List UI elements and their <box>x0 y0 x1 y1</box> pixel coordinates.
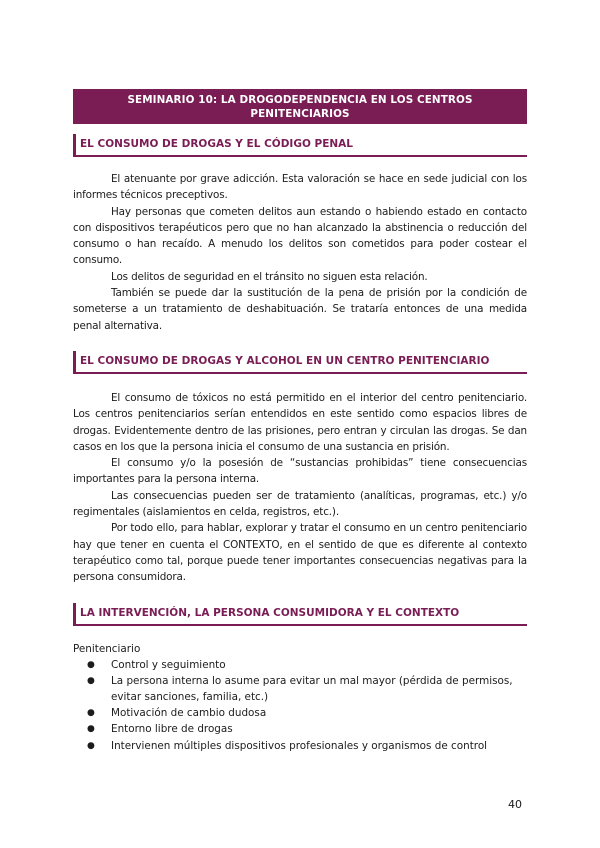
seminar-title-line-2: PENITENCIARIOS <box>250 108 350 120</box>
paragraph: Hay personas que cometen delitos aun estando o habiendo estado en contacto con dispositivos terapéuticos pero que no han alcanzado la abstinencia o reducción del consumo o han recaído. A menudo los delitos son cometidos para poder costear el consumo. <box>73 205 527 267</box>
paragraph: El atenuante por grave adicción. Esta valoración se hace en sede judicial con los informes técnicos preceptivos. <box>73 173 527 202</box>
list-item <box>87 738 527 754</box>
list-item <box>87 657 527 673</box>
paragraph: Por todo ello, para hablar, explorar y tratar el consumo en un centro penitenciario hay que tener en cuenta el CONTEXTO, en el sentido de que es diferente al contexto terapéutico como tal, porque puede tener importantes consecuencias negativas para la persona consumidora. <box>73 522 527 584</box>
list-item-text: Entorno libre de drogas <box>111 723 233 736</box>
paragraph: Las consecuencias pueden ser de tratamiento (analíticas, programas, etc.) y/o regimentales (aislamientos en celda, registros, etc.). <box>73 489 527 519</box>
section-heading-consumo-centro: EL CONSUMO DE DROGAS Y ALCOHOL EN UN CENTRO PENITENCIARIO <box>73 351 527 374</box>
list-intro: Penitenciario <box>73 642 141 655</box>
paragraph: El consumo de tóxicos no está permitido en el interior del centro penitenciario. Los centros penitenciarios serían entendidos en este sentido como espacios libres de drogas. Evidentemente dentro de las prisiones, pero entran y circulan las drogas. Se dan casos en los que la persona inicia el consumo de una sustancia en prisión. <box>73 391 527 453</box>
page-number: 40 <box>508 798 522 811</box>
section-body-codigo-penal <box>73 171 527 334</box>
list-item-text: Motivación de cambio dudosa <box>111 707 267 720</box>
page-content <box>73 89 527 754</box>
section-body-intervencion <box>73 641 527 754</box>
list-item-text: Control y seguimiento <box>111 658 226 671</box>
bullet-icon: ● <box>87 724 95 735</box>
bullet-list <box>73 657 527 754</box>
paragraph: El consumo y/o la posesión de “sustancias prohibidas” tiene consecuencias importantes para la persona interna. <box>73 457 527 486</box>
seminar-title-banner <box>73 89 527 124</box>
paragraph: También se puede dar la sustitución de la pena de prisión por la condición de someterse a un tratamiento de deshabituación. Se trataría entonces de una medida penal alternativa. <box>73 287 527 332</box>
list-item <box>87 705 527 721</box>
list-item <box>87 673 527 705</box>
bullet-icon: ● <box>87 740 95 751</box>
seminar-title-line-1: SEMINARIO 10: LA DROGODEPENDENCIA EN LOS CENTROS <box>127 94 473 106</box>
section-heading-intervencion: LA INTERVENCIÓN, LA PERSONA CONSUMIDORA Y EL CONTEXTO <box>73 603 527 626</box>
bullet-icon: ● <box>87 708 95 719</box>
paragraph: Los delitos de seguridad en el tránsito no siguen esta relación. <box>111 270 428 283</box>
bullet-icon: ● <box>87 659 95 670</box>
section-body-consumo-centro <box>73 390 527 586</box>
list-item-text: Intervienen múltiples dispositivos profesionales y organismos de control <box>111 739 488 752</box>
list-item <box>87 721 527 737</box>
list-item-text: La persona interna lo asume para evitar un mal mayor (pérdida de permisos, evitar sanciones, familia, etc.) <box>111 674 513 703</box>
bullet-icon: ● <box>87 675 95 686</box>
section-heading-codigo-penal: EL CONSUMO DE DROGAS Y EL CÓDIGO PENAL <box>73 134 527 157</box>
